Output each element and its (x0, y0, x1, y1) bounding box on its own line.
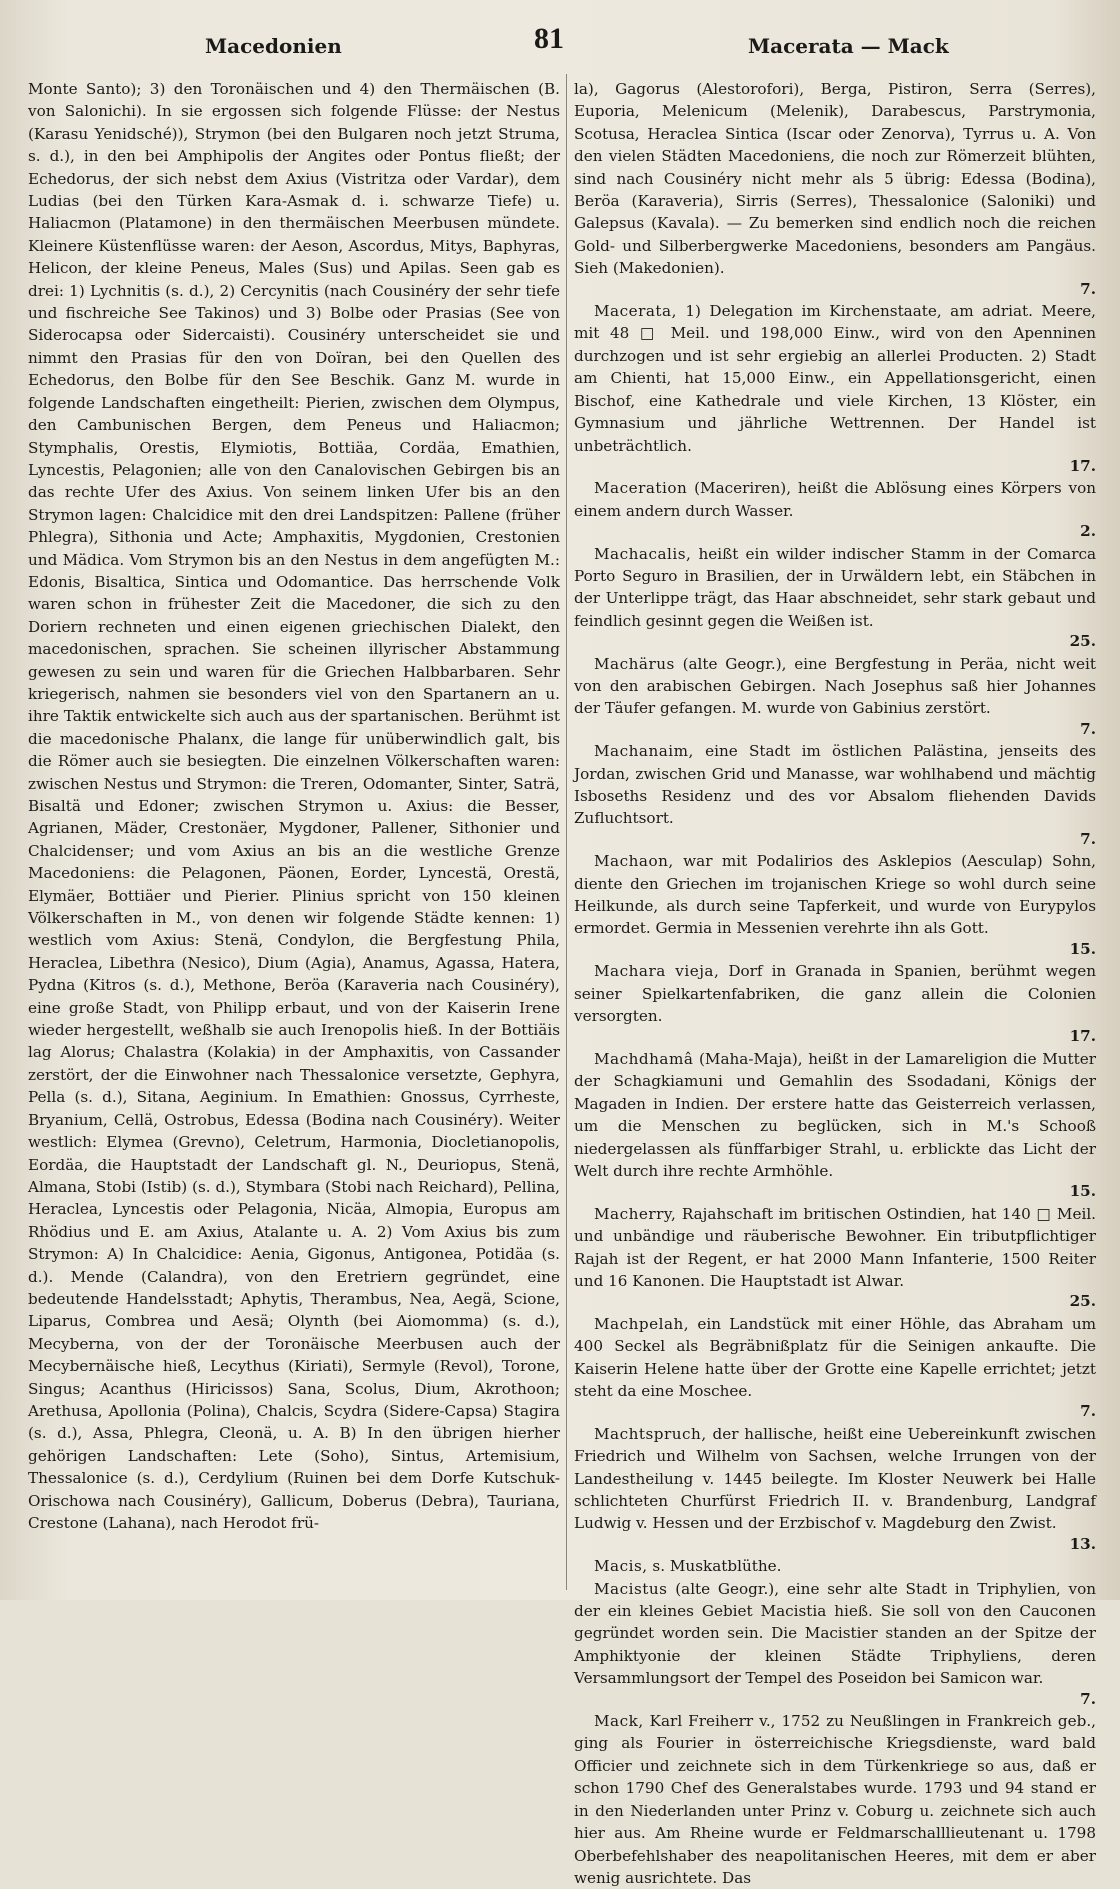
entry-headword: Machdhamâ (594, 1049, 694, 1068)
author-number: 7. (1080, 1689, 1096, 1708)
entry-headword: Machärus (594, 654, 675, 673)
entry-headword: Machanaim, (594, 742, 694, 761)
running-head-left: Macedonien (205, 34, 342, 58)
entry-text: Dorf in Granada in Spanien, berühmt wegen seiner Spielkartenfabriken, die ganz allein die Colonien versorgten. (574, 962, 1096, 1026)
entry-machtspruch (574, 1423, 1096, 1555)
right-column (574, 78, 1097, 1887)
entry-headword: Machacalis, (594, 544, 692, 563)
entry-macerata (574, 300, 1096, 477)
entry-headword: Mack, (594, 1712, 644, 1731)
entry-text: (Maceriren), heißt die Ablösung eines Körpers von einem andern durch Wasser. (574, 479, 1097, 520)
entry-text: (Maha-Maja), heißt in der Lamareligion die Mutter der Schagkiamuni und Gemahlin des Ssodadani, Königs der Magaden in Indien. Der erstere hatte das Geisterreich verlassen, um die Menschen zu beglücken, sich in M.'s Schooß niedergelassen als fünffarbiger Strahl, u. erblickte das Licht der Welt durch ihre rechte Armhöhle. (574, 1049, 1096, 1180)
entry-text: der hallische, heißt eine Uebereinkunft zwischen Friedrich und Wilhelm von Sachsen, welche Irrungen von der Landestheilung v. 1445 beilegte. Im Kloster Neuwerk bei Halle schlichteten Churfürst Friedrich II. v. Brandenburg, Landgraf Ludwig v. Hessen und der Erzbischof v. Magdeburg den Zwist. (574, 1424, 1096, 1533)
entry-headword: Macerata, (594, 302, 677, 321)
left-column-text: Monte Santo); 3) den Toronäischen und 4) den Thermäischen (B. von Salonichi). In sie ergossen sich folgende Flüsse: der Nestus (Karasu Yenidsché)), Strymon (bei den Bulgaren noch jetzt Struma, s. d.), in den bei Amphipolis der Angites oder Pontus fließt; der Echedorus, der sich nebst dem Axius (Vistritza oder Vardar), dem Ludias (bei den Türken Kara-Asmak d. i. schwarze Tiefe) u. Haliacmon (Platamone) in den thermäischen Meerbusen mündete. Kleinere Küstenflüsse waren: der Aeson, Ascordus, Mitys, Baphyras, Helicon, der kleine Peneus, Males (Sus) und Apilas. Seen gab es drei: 1) Lychnitis (s. d.), 2) Cercynitis (nach Cousinéry der sehr tiefe und fischreiche See Takinos) und 3) Bolbe oder Prasias (See von Siderocapsa oder Sidercaisti). Cousinéry unterscheidet sie und nimmt den Prasias für den von Doïran, bei den Quellen des Echedorus, den Bolbe für den See Beschik. Ganz M. wurde in folgende Landschaften eingetheilt: Pierien, zwischen dem Olympus, den Cambunischen Bergen, dem Peneus und Haliacmon; Stymphalis, Orestis, Elymiotis, Bottiäa, Cordäa, Emathien, Lyncestis, Pelagonien; alle von den Canalovischen Gebirgen bis an das rechte Ufer des Axius. Von seinem linken Ufer bis an den Strymon lagen: Chalcidice mit den drei Landspitzen: Pallene (früher Phlegra), Sithonia und Acte; Amphaxitis, Mygdonien, Crestonien und Mädica. Vom Strymon bis an den Nestus in dem angefügten M.: Edonis, Bisaltica, Sintica und Odomantice. Das herrschende Volk waren schon in frühester Zeit die Macedoner, die sich zu den Doriern rechneten und einen eigenen griechischen Dialekt, den macedonischen, sprachen. Sie scheinen illyrischer Abstammung gewesen zu sein und waren für die Griechen Halbbarbaren. Sehr kriegerisch, nahmen sie besonders viel von den Spartanern an u. ihre Taktik entwickelte sich auch aus der spartanischen. Berühmt ist die macedonische Phalanx, die lange für unüberwindlich galt, bis die Römer auch sie besiegten. Die einzelnen Völkerschaften waren: zwischen Nestus und Strymon: die Treren, Odomanter, Sinter, Saträ, Bisaltä und Edoner; zwischen Strymon u. Axius: die Besser, Agrianen, Mäder, Crestonäer, Mygdoner, Pallener, Sithonier und Chalcidenser; und vom Axius an bis an die westliche Grenze Macedoniens: die Pelagonen, Päonen, Eorder, Lyncestä, Orestä, Elymäer, Bottiäer und Pierier. Plinius spricht von 150 kleinen Völkerschaften in M., von denen wir folgende Städte kennen: 1) westlich vom Axius: Stenä, Condylon, die Bergfestung Phila, Heraclea, Libethra (Nesico), Dium (Agia), Anamus, Agassa, Hatera, Pydna (Kitros (s. d.), Methone, Beröa (Karaveria nach Cousinéry), eine große Stadt, von Philipp erbaut, und von der Kaiserin Irene wieder hergestellt, weßhalb sie auch Irenopolis hieß. In der Bottiäis lag Alorus; Chalastra (Kolakia) in der Amphaxitis, von Cassander zerstört, der die Einwohner nach Thessalonice versetzte, Gephyra, Pella (s. d.), Sitana, Aeginium. In Emathien: Gnossus, Cyrrheste, Bryanium, Cellä, Ostrobus, Edessa (Bodina nach Cousinéry). Weiter westlich: Elymea (Grevno), Celetrum, Harmonia, Diocletianopolis, Eordäa, die Hauptstadt der Landschaft gl. N., Deuriopus, Stenä, Almana, Stobi (Istib) (s. d.), Stymbara (Stobi nach Reichard), Pellina, Heraclea, Lyncestis oder Pelagonia, Nicäa, Almopia, Europus am Rhödius und E. am Axius, Atalante u. A. 2) Vom Axius bis zum Strymon: A) In Chalcidice: Aenia, Gigonus, Antigonea, Potidäa (s. d.). Mende (Calandra), von den Eretriern gegründet, eine bedeutende Handelsstadt; Aphytis, Therambus, Nea, Aegä, Scione, Liparus, Combrea und Aesä; Olynth (bei Aiomomma) (s. d.), Mecyberna, von der der Toronäische Meerbusen auch der Mecybernäische hieß, Lecythus (Kiriati), Sermyle (Revol), Torone, Singus; Acanthus (Hiricissos) Sana, Scolus, Dium, Akrothoon; Arethusa, Apollonia (Polina), Chalcis, Scydra (Sidere-Capsa) Stagira (s. d.), Assa, Phlegra, Cleonä, u. A. B) In den übrigen hierher gehörigen Landschaften: Lete (Soho), Sintus, Artemisium, Thessalonice (s. d.), Cerdylium (Ruinen bei dem Dorfe Kutschuk-Orischowa nach Cousinéry), Gallicum, Doberus (Debra), Tauriana, Crestone (Lahana), nach Herodot frü- (28, 80, 560, 1532)
entry-text: eine Stadt im östlichen Palästina, jenseits des Jordan, zwischen Grid und Manasse, war wohlhabend und mächtig Isboseths Residenz und des vor Absalom fliehenden Davids Zufluchtsort. (574, 742, 1096, 828)
entry-text: 1) Delegation im Kirchenstaate, am adriat. Meere, mit 48 □ Meil. und 198,000 Einw., wird von den Apenninen durchzogen und ist sehr ergiebig an allerlei Producten. 2) Stadt am Chienti, hat 15,000 Einw., ein Appellationsgericht, einen Bischof, eine Kathedrale und viele Kirchen, 13 Klöster, ein Gymnasium und jährliche Wettrennen. Der Handel ist unbeträchtlich. (574, 302, 1097, 455)
author-number: 15. (1069, 939, 1096, 958)
entry-maceration (574, 477, 1096, 542)
left-column (28, 78, 560, 1594)
entry-machdhama (574, 1048, 1096, 1203)
author-number: 25. (1069, 632, 1096, 651)
entry-text: Karl Freiherr v., 1752 zu Neußlingen in Frankreich geb., ging als Fourier in österreichische Kriegsdienste, ward bald Officier und zeichnete sich in dem Türkenkriege so aus, daß er schon 1790 Chef des Generalstabes wurde. 1793 und 94 stand er in den Niederlanden unter Prinz v. Coburg u. zeichnete sich auch hier aus. Am Rheine wurde er Feldmarschalllieutenant u. 1798 Oberbefehlshaber des neapolitanischen Heeres, mit dem er aber wenig ausrichtete. Das (574, 1712, 1097, 1887)
entry-text: (alte Geogr.), eine Bergfestung in Peräa, nicht weit von den arabischen Gebirgen. Nach Josephus saß hier Johannes der Täufer gefangen. M. wurde von Gabinius zerstört. (574, 654, 1096, 718)
entry-text: ein Landstück mit einer Höhle, das Abraham um 400 Seckel als Begräbnißplatz für die Seinigen ankaufte. Die Kaiserin Helene hatte über der Grotte eine Kapelle errichtet; jetzt steht da eine Moschee. (574, 1314, 1097, 1400)
entry-macharus (574, 653, 1096, 741)
author-number: 17. (1069, 1027, 1096, 1046)
entry-text: (alte Geogr.), eine sehr alte Stadt in Triphylien, von der ein kleines Gebiet Macistia hieß. Sie soll von den Cauconen gegründet worden sein. Die Macistier standen an der Spitze der Amphiktyonie der kleinen Städte Triphyliens, deren Versammlungsort der Tempel des Poseidon bei Samicon war. (574, 1579, 1096, 1688)
running-head-right: Macerata — Mack (748, 34, 949, 58)
entry (574, 78, 1096, 300)
entry-machacalis (574, 543, 1096, 653)
entry-headword: Maceration (594, 479, 688, 498)
author-number: 13. (1069, 1534, 1096, 1553)
entry-macherry (574, 1203, 1096, 1313)
entry-text: heißt ein wilder indischer Stamm in der Comarca Porto Seguro in Brasilien, der in Urwäldern lebt, ein Stäbchen in der Unterlippe trägt, das Haar abschneidet, sehr stark gebaut und feindlich gesinnt gegen die Weißen ist. (574, 544, 1097, 630)
entry-machpelah (574, 1313, 1096, 1423)
entry-machara-vieja (574, 960, 1096, 1048)
entry-macistus (574, 1578, 1096, 1710)
entry-machaon (574, 850, 1096, 960)
entry-headword: Machpelah, (594, 1314, 690, 1333)
page-number: 81 (534, 22, 564, 55)
entry-mack (574, 1710, 1096, 1889)
entry-headword: Machaon, (594, 852, 674, 871)
author-number: 25. (1069, 1292, 1096, 1311)
entry-headword: Machara vieja, (594, 962, 720, 981)
author-number: 7. (1080, 719, 1096, 738)
entry-machanaim (574, 740, 1096, 850)
entry-text: s. Muskatblüthe. (652, 1557, 782, 1576)
entry-macis (574, 1555, 1096, 1577)
author-number: 15. (1069, 1182, 1096, 1201)
author-number: 7. (1080, 829, 1096, 848)
entry-headword: Macis, (594, 1557, 648, 1576)
entry-headword: Machtspruch, (594, 1424, 707, 1443)
column-divider (566, 74, 567, 1590)
entry-headword: Macherry, (594, 1204, 677, 1223)
entry-text: la), Gagorus (Alestorofori), Berga, Pistiron, Serra (Serres), Euporia, Melenicum (Melenik), Darabescus, Parstrymonia, Scotusa, Heraclea Sintica (Iscar oder Zenorva), Tyrrus u. A. Von den vielen Städten Macedoniens, die noch zur Römerzeit blühten, sind nach Cousinéry nicht mehr als 5 übrig: Edessa (Bodina), Beröa (Karaveria), Sirris (Serres), Thessalonice (Saloniki) und Galepsus (Kavala). — Zu bemerken sind endlich noch die reichen Gold- und Silberbergwerke Macedoniens, besonders am Pangäus. Sieh (Makedonien). (574, 80, 1096, 278)
author-number: 7. (1080, 279, 1096, 298)
author-number: 7. (1080, 1402, 1096, 1421)
author-number: 2. (1080, 522, 1096, 541)
author-number: 17. (1069, 456, 1096, 475)
page-header (0, 22, 1120, 62)
entry-headword: Macistus (594, 1579, 668, 1598)
entry-text: Rajahschaft im britischen Ostindien, hat 140 □ Meil. und unbändige und räuberische Bewohner. Ein tributpflichtiger Rajah ist der Regent, er hat 2000 Mann Infanterie, 1500 Reiter und 16 Kanonen. Die Hauptstadt ist Alwar. (574, 1204, 1097, 1290)
entry-text: war mit Podalirios des Asklepios (Aesculap) Sohn, diente den Griechen im trojanischen Kriege so wohl durch seine Heilkunde, als durch seine Tapferkeit, und wurde von Eurypylos ermordet. Germia in Messenien verehrte ihn als Gott. (574, 852, 1096, 938)
